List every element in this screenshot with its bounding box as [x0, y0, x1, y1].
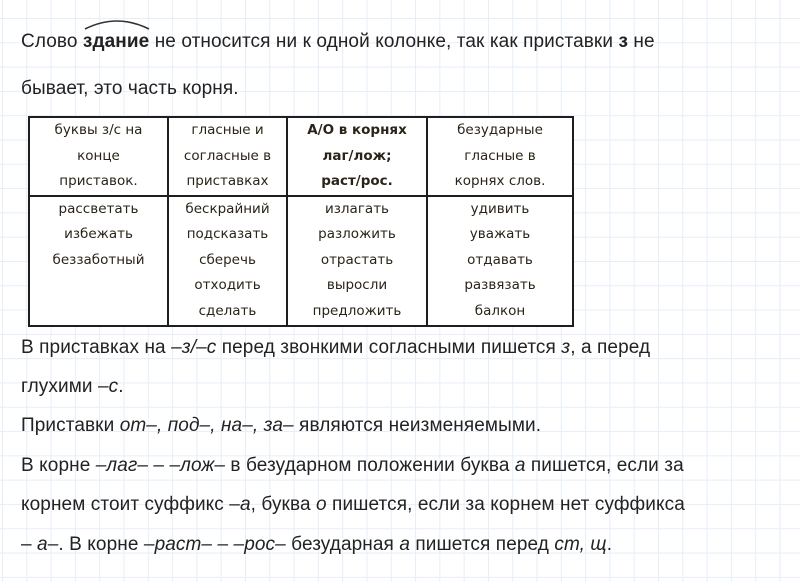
- header-cell: безударные гласные в корнях слов.: [427, 117, 573, 196]
- intro-line-2: бывает, это часть корня.: [21, 78, 239, 99]
- spelling-table: [28, 116, 574, 327]
- header-cell: А/О в корнях лаг/лож; раст/рос.: [287, 117, 427, 196]
- header-cell: гласные и согласные в приставках: [168, 117, 287, 196]
- note-3-line-3: – а–. В корне –раст– – –рос– безударная а пишется перед ст, щ.: [21, 534, 613, 555]
- note-3-line-1: В корне –лаг– – –лож– в безударном положении буква а пишется, если за: [21, 455, 684, 476]
- intro-line-1: Слово здание не относится ни к одной колонке, так как приставки з не: [21, 31, 655, 53]
- root-arc-icon: [83, 17, 151, 31]
- table-header-row: [29, 117, 573, 196]
- table-cell: излагать разложить отрастать выросли предложить: [287, 196, 427, 326]
- table-row: [29, 196, 573, 326]
- letter-z: з: [618, 31, 628, 52]
- note-1-line-2: глухими –с.: [21, 376, 124, 397]
- highlighted-word: здание: [83, 31, 149, 53]
- note-3-line-2: корнем стоит суффикс –а, буква о пишется, если за корнем нет суффикса: [21, 494, 685, 515]
- table-cell: рассветать избежать беззаботный: [29, 196, 168, 326]
- intro-text: Слово: [21, 31, 83, 52]
- table-cell: удивить уважать отдавать развязать балкон: [427, 196, 573, 326]
- note-2: Приставки от–, под–, на–, за– являются неизменяемыми.: [21, 415, 542, 436]
- table-cell: бескрайний подсказать сберечь отходить сделать: [168, 196, 287, 326]
- note-1-line-1: В приставках на –з/–с перед звонкими согласными пишется з, а перед: [21, 337, 651, 358]
- header-cell: буквы з/с на конце приставок.: [29, 117, 168, 196]
